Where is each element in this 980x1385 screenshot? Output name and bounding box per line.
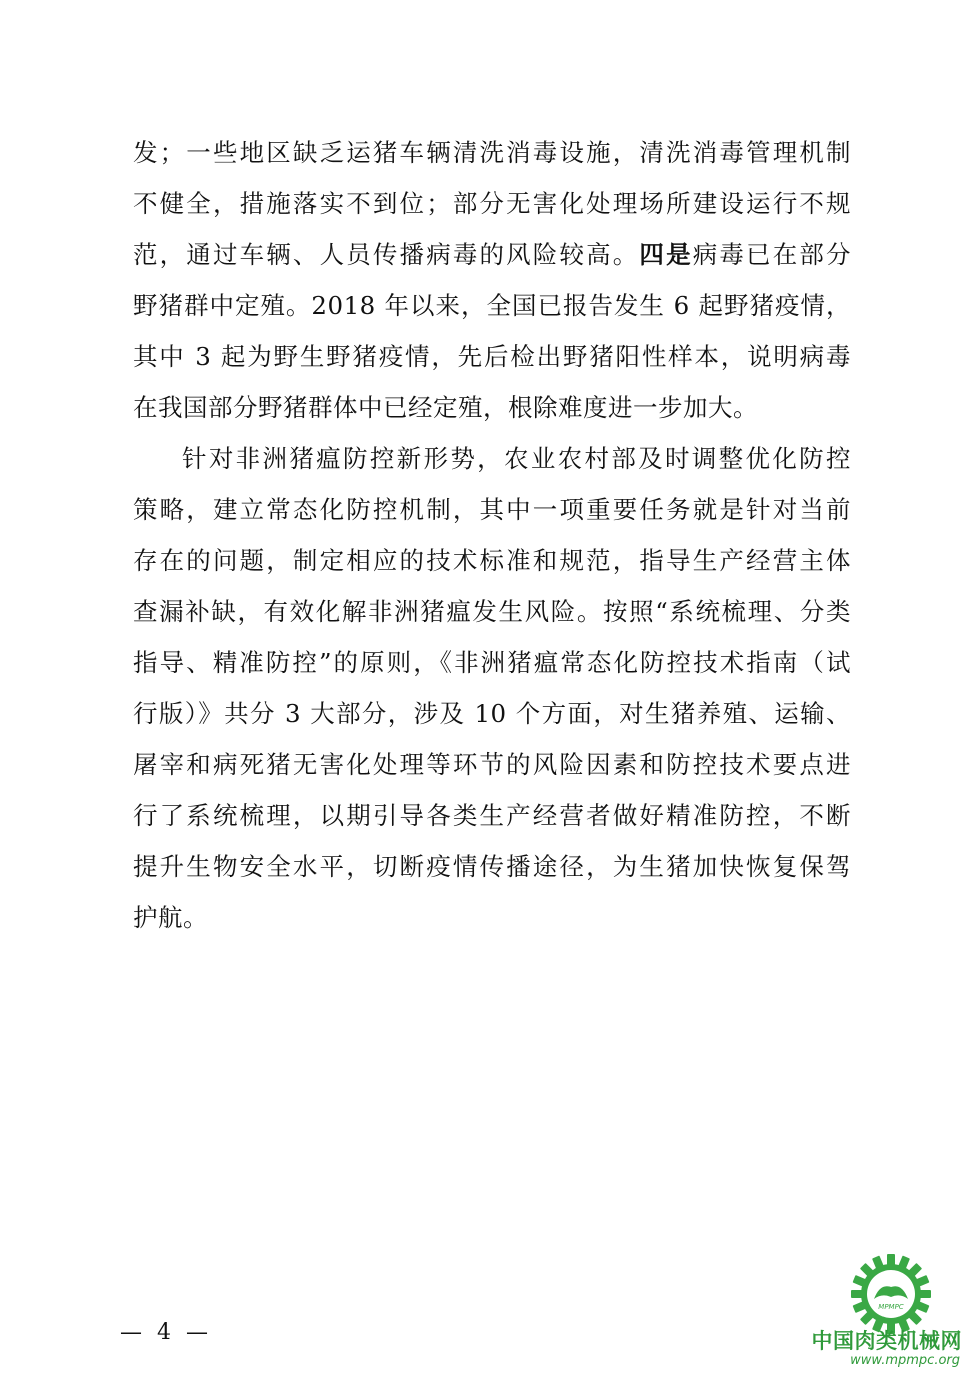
gear-logo-icon: [850, 1253, 932, 1335]
page-number: — 4 —: [120, 1320, 212, 1345]
watermark-url: www.mpmpc.org: [850, 1353, 960, 1368]
text-line-10: 查漏补缺，有效化解非洲猪瘟发生风险。按照“系统梳理、分类: [133, 597, 851, 626]
text-line-3: [133, 229, 851, 280]
text-line-16: 护航。: [133, 903, 208, 932]
text-line-11: 指导、精准防控”的原则，《非洲猪瘟常态化防控技术指南（试: [133, 648, 851, 677]
text-line-7: 针对非洲猪瘟防控新形势，农业农村部及时调整优化防控: [182, 444, 851, 473]
text-line-12: 行版）》共分 3 大部分，涉及 10 个方面，对生猪养殖、运输、: [133, 699, 851, 728]
text-line-3-tail: 病毒已在部分: [692, 240, 852, 269]
text-line-6: 在我国部分野猪群体中已经定殖，根除难度进一步加大。: [133, 393, 758, 422]
text-line-9: 存在的问题，制定相应的技术标准和规范，指导生产经营主体: [133, 546, 851, 575]
text-line-15: 提升生物安全水平，切断疫情传播途径，为生猪加快恢复保驾: [133, 852, 851, 881]
text-line-13: 屠宰和病死猪无害化处理等环节的风险因素和防控技术要点进: [133, 750, 851, 779]
text-line-5: 其中 3 起为野生野猪疫情，先后检出野猪阳性样本，说明病毒: [133, 342, 851, 371]
text-line-1: 发；一些地区缺乏运猪车辆清洗消毒设施，清洗消毒管理机制: [133, 138, 851, 167]
site-watermark: [792, 1253, 962, 1373]
text-line-3-part: 范，通过车辆、人员传播病毒的风险较高。: [133, 240, 640, 269]
text-line-2: 不健全，措施落实不到位；部分无害化处理场所建设运行不规: [133, 189, 851, 218]
watermark-site-name: 中国肉类机械网: [811, 1329, 962, 1353]
text-line-14: 行了系统梳理，以期引导各类生产经营者做好精准防控，不断: [133, 801, 851, 830]
text-line-4: 野猪群中定殖。2018 年以来，全国已报告发生 6 起野猪疫情，: [133, 291, 851, 320]
text-line-8: 策略，建立常态化防控机制，其中一项重要任务就是针对当前: [133, 495, 851, 524]
bold-heading-fourth: 四是: [639, 240, 693, 269]
logo-text: MPMPC: [878, 1303, 904, 1311]
body-text: [133, 127, 851, 943]
